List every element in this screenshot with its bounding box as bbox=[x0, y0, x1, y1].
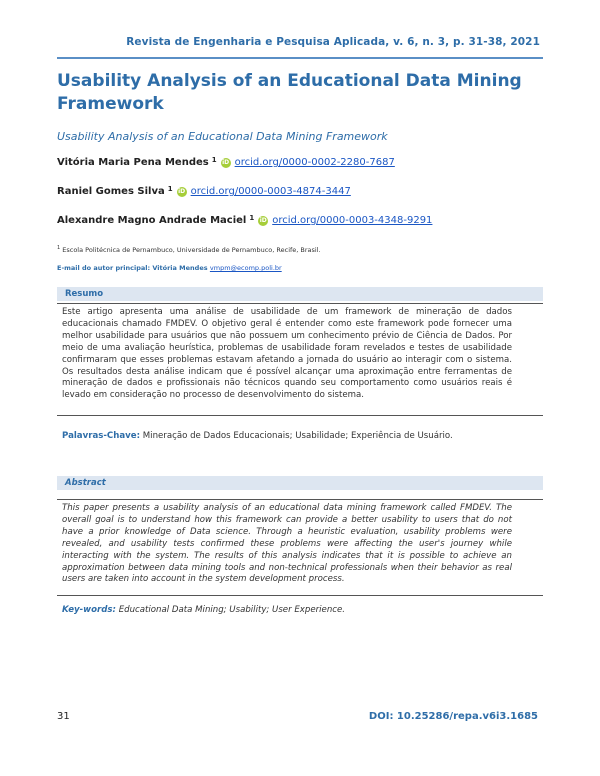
contact-email-link[interactable]: vmpm@ecomp.poli.br bbox=[209, 264, 282, 272]
contact-label: E-mail do autor principal: Vitória Mendes bbox=[57, 264, 208, 272]
orcid-icon: iD bbox=[222, 158, 230, 166]
affiliation-text: Escola Politécnica de Pernambuco, Universidade de Pernambuco, Recife, Brasil. bbox=[62, 246, 321, 255]
abstract-divider bbox=[57, 499, 543, 500]
journal-citation: Revista de Engenharia e Pesquisa Aplicada, v. 6, n. 3, p. 31-38, 2021 bbox=[126, 36, 540, 48]
affiliation-marker: 1 bbox=[57, 245, 61, 251]
author-name: Alexandre Magno Andrade Maciel bbox=[57, 215, 247, 226]
page-number: 31 bbox=[57, 711, 70, 722]
orcid-icon: iD bbox=[259, 216, 267, 224]
resumo-divider bbox=[57, 303, 543, 304]
abstract-heading: Abstract bbox=[57, 476, 543, 490]
orcid-link[interactable]: orcid.org/0000-0003-4874-3447 bbox=[190, 186, 351, 197]
author-line-2 bbox=[57, 186, 351, 197]
abstract-text: This paper presents a usability analysis of an educational data mining framework called FMDEV. The overall goal is to understand how this framework can provide a better usability to users that do not have a prior knowledge of Data science. Through a heuristic evaluation, usability problems were revealed, and usability tests confirmed these problems were affecting the user's journey while interacting with the system. The results of this analysis indicates that it is possible to achieve an approximation between data mining tools and non-technical professionals when their behavior as real users are taken into account in the system development process. bbox=[62, 503, 512, 585]
author-line-1 bbox=[57, 157, 395, 168]
abstract-bottom-divider bbox=[57, 595, 543, 596]
doi-link[interactable]: DOI: 10.25286/repa.v6i3.1685 bbox=[368, 711, 538, 722]
article-title: Usability Analysis of an Educational Data Mining Framework bbox=[57, 71, 522, 114]
author-line-3 bbox=[57, 215, 432, 226]
orcid-link[interactable]: orcid.org/0000-0002-2280-7687 bbox=[234, 157, 395, 168]
resumo-keywords bbox=[62, 431, 532, 441]
author-affiliation-marker: 1 bbox=[211, 155, 217, 164]
header-divider bbox=[57, 57, 543, 59]
author-name: Raniel Gomes Silva bbox=[57, 186, 165, 197]
article-subtitle: Usability Analysis of an Educational Data Mining Framework bbox=[57, 130, 388, 143]
affiliation bbox=[57, 245, 321, 254]
resumo-text: Este artigo apresenta uma análise de usabilidade de um framework de mineração de dados educacionais chamado FMDEV. O objetivo geral é entender como este framework pode fornecer uma melhor usabilidade para usuários que não possuem um conhecimento prévio de Ciência de Dados. Por meio de uma avaliação heurística, problemas de usabilidade foram revelados e testes de usabilidade confirmaram que esses problemas estavam afetando a jornada do usuário ao interagir com o sistema. Os resultados desta análise indicam que é possível alcançar uma aproximação entre ferramentas de mineração de dados e profissionais não técnicos quando seu comportamento como usuários reais é levado em consideração no processo de desenvolvimento do sistema. bbox=[62, 307, 512, 401]
author-affiliation-marker: 1 bbox=[167, 184, 173, 193]
author-name: Vitória Maria Pena Mendes bbox=[57, 157, 209, 168]
abstract-keywords bbox=[62, 605, 532, 615]
keywords-value: Mineração de Dados Educacionais; Usabilidade; Experiência de Usuário. bbox=[142, 431, 453, 441]
resumo-bottom-divider bbox=[57, 415, 543, 416]
author-affiliation-marker: 1 bbox=[249, 213, 255, 222]
keywords-value: Educational Data Mining; Usability; User Experience. bbox=[118, 605, 346, 615]
keywords-label: Key-words: bbox=[62, 605, 116, 615]
keywords-label: Palavras-Chave: bbox=[62, 431, 141, 441]
orcid-icon: iD bbox=[178, 187, 186, 195]
resumo-heading: Resumo bbox=[57, 287, 543, 301]
orcid-link[interactable]: orcid.org/0000-0003-4348-9291 bbox=[272, 215, 433, 226]
contact-line bbox=[57, 264, 282, 272]
